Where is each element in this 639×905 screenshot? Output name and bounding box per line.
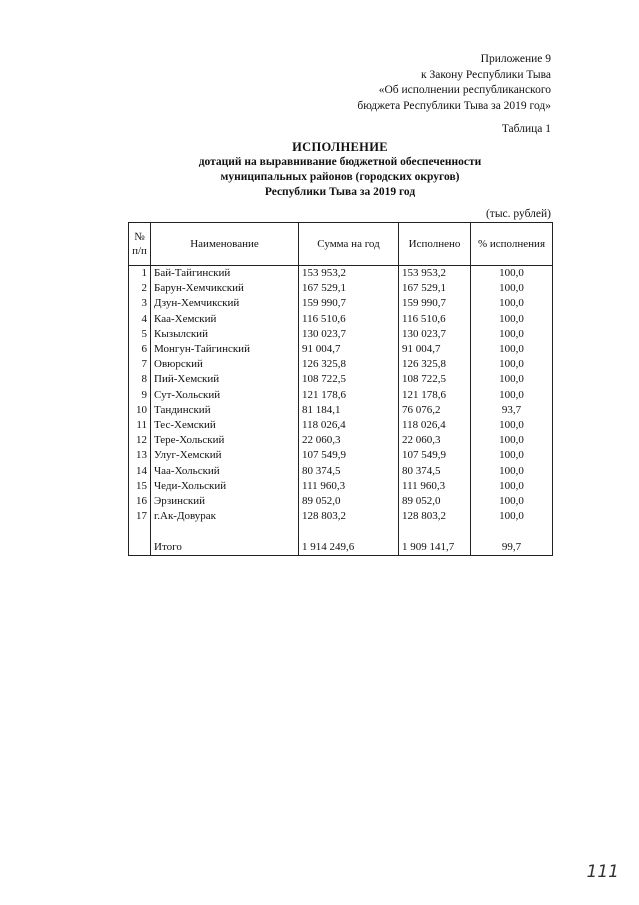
row-annual: 80 374,5	[299, 464, 399, 479]
row-name: Кызылский	[151, 327, 299, 342]
row-number: 7	[129, 357, 151, 372]
row-executed: 128 803,2	[399, 509, 471, 524]
row-number: 6	[129, 342, 151, 357]
row-number: 8	[129, 372, 151, 387]
row-name: г.Ак-Довурак	[151, 509, 299, 524]
row-name: Каа-Хемский	[151, 312, 299, 327]
annex-reference	[357, 52, 551, 114]
table-label: Таблица 1	[501, 123, 551, 135]
row-executed: 76 076,2	[399, 403, 471, 418]
row-number: 11	[129, 418, 151, 433]
table-row	[129, 296, 553, 311]
row-annual: 81 184,1	[299, 403, 399, 418]
row-executed: 126 325,8	[399, 357, 471, 372]
row-executed: 116 510,6	[399, 312, 471, 327]
row-number: 9	[129, 388, 151, 403]
table-row	[129, 372, 553, 387]
table-body	[129, 266, 553, 556]
title-line: муниципальных районов (городских округов)	[220, 171, 460, 183]
table-row	[129, 433, 553, 448]
row-name: Пий-Хемский	[151, 372, 299, 387]
row-annual: 91 004,7	[299, 342, 399, 357]
row-number: 10	[129, 403, 151, 418]
row-name: Овюрский	[151, 357, 299, 372]
row-annual: 107 549,9	[299, 448, 399, 463]
row-percent: 100,0	[471, 509, 553, 524]
row-annual: 153 953,2	[299, 266, 399, 282]
row-percent: 100,0	[471, 266, 553, 282]
spacer-cell	[399, 524, 471, 539]
row-number: 17	[129, 509, 151, 524]
table-row	[129, 494, 553, 509]
table-row	[129, 388, 553, 403]
annex-line: «Об исполнении республиканского	[378, 84, 551, 96]
row-executed: 111 960,3	[399, 479, 471, 494]
title-line: дотаций на выравнивание бюджетной обеспеченности	[198, 156, 482, 168]
row-percent: 100,0	[471, 433, 553, 448]
table-row	[129, 357, 553, 372]
row-executed: 91 004,7	[399, 342, 471, 357]
row-name: Чеди-Хольский	[151, 479, 299, 494]
row-annual: 128 803,2	[299, 509, 399, 524]
row-name: Бай-Тайгинский	[151, 266, 299, 282]
row-percent: 100,0	[471, 464, 553, 479]
table-row	[129, 327, 553, 342]
row-percent: 100,0	[471, 494, 553, 509]
row-percent: 100,0	[471, 418, 553, 433]
row-executed: 130 023,7	[399, 327, 471, 342]
row-number: 3	[129, 296, 151, 311]
table-header-row	[129, 223, 553, 266]
page-number: 111	[586, 862, 619, 882]
row-percent: 100,0	[471, 372, 553, 387]
header-annual: Сумма на год	[299, 223, 399, 266]
row-name: Сут-Хольский	[151, 388, 299, 403]
header-num-line2: п/п	[132, 245, 147, 257]
row-name: Тере-Хольский	[151, 433, 299, 448]
row-percent: 100,0	[471, 388, 553, 403]
row-percent: 100,0	[471, 448, 553, 463]
row-annual: 167 529,1	[299, 281, 399, 296]
total-percent: 99,7	[471, 540, 553, 556]
header-num	[129, 223, 151, 266]
row-number: 15	[129, 479, 151, 494]
row-annual: 121 178,6	[299, 388, 399, 403]
table-row	[129, 403, 553, 418]
table-row	[129, 509, 553, 524]
row-annual: 22 060,3	[299, 433, 399, 448]
annex-line: к Закону Республики Тыва	[421, 68, 551, 81]
row-name: Барун-Хемчикский	[151, 281, 299, 296]
row-name: Чаа-Хольский	[151, 464, 299, 479]
row-number: 13	[129, 448, 151, 463]
execution-table	[128, 222, 553, 556]
row-percent: 100,0	[471, 296, 553, 311]
row-executed: 159 990,7	[399, 296, 471, 311]
row-name: Улуг-Хемский	[151, 448, 299, 463]
table-row	[129, 479, 553, 494]
row-number: 4	[129, 312, 151, 327]
row-annual: 159 990,7	[299, 296, 399, 311]
row-name: Эрзинский	[151, 494, 299, 509]
spacer-cell	[151, 524, 299, 539]
spacer-cell	[471, 524, 553, 539]
row-annual: 111 960,3	[299, 479, 399, 494]
header-percent: % исполнения	[471, 223, 553, 266]
row-name: Монгун-Тайгинский	[151, 342, 299, 357]
row-annual: 116 510,6	[299, 312, 399, 327]
table-row	[129, 342, 553, 357]
annex-line: Приложение 9	[480, 53, 551, 65]
row-percent: 100,0	[471, 327, 553, 342]
row-executed: 80 374,5	[399, 464, 471, 479]
total-row	[129, 540, 553, 556]
header-executed: Исполнено	[399, 223, 471, 266]
title-main: ИСПОЛНЕНИЕ	[292, 140, 388, 154]
units-note: (тыс. рублей)	[485, 208, 551, 220]
row-annual: 89 052,0	[299, 494, 399, 509]
row-executed: 89 052,0	[399, 494, 471, 509]
spacer-cell	[299, 524, 399, 539]
row-percent: 93,7	[471, 403, 553, 418]
total-annual: 1 914 249,6	[299, 540, 399, 556]
row-percent: 100,0	[471, 342, 553, 357]
row-annual: 108 722,5	[299, 372, 399, 387]
table-row	[129, 266, 553, 282]
row-percent: 100,0	[471, 281, 553, 296]
row-number: 16	[129, 494, 151, 509]
row-executed: 167 529,1	[399, 281, 471, 296]
row-percent: 100,0	[471, 357, 553, 372]
row-executed: 108 722,5	[399, 372, 471, 387]
document-title	[128, 139, 552, 200]
row-name: Тандинский	[151, 403, 299, 418]
row-executed: 118 026,4	[399, 418, 471, 433]
row-annual: 130 023,7	[299, 327, 399, 342]
total-executed: 1 909 141,7	[399, 540, 471, 556]
total-number	[129, 540, 151, 556]
spacer-row	[129, 524, 553, 539]
row-number: 14	[129, 464, 151, 479]
row-number: 12	[129, 433, 151, 448]
total-name: Итого	[151, 540, 299, 556]
row-executed: 107 549,9	[399, 448, 471, 463]
row-name: Дзун-Хемчикский	[151, 296, 299, 311]
row-annual: 118 026,4	[299, 418, 399, 433]
header-name: Наименование	[151, 223, 299, 266]
table-row	[129, 464, 553, 479]
table-row	[129, 281, 553, 296]
spacer-cell	[129, 524, 151, 539]
row-executed: 153 953,2	[399, 266, 471, 282]
row-executed: 22 060,3	[399, 433, 471, 448]
row-percent: 100,0	[471, 312, 553, 327]
table-row	[129, 418, 553, 433]
row-number: 2	[129, 281, 151, 296]
row-executed: 121 178,6	[399, 388, 471, 403]
annex-line: бюджета Республики Тыва за 2019 год»	[357, 99, 551, 112]
row-name: Тес-Хемский	[151, 418, 299, 433]
row-annual: 126 325,8	[299, 357, 399, 372]
title-line: Республики Тыва за 2019 год	[264, 186, 416, 198]
row-percent: 100,0	[471, 479, 553, 494]
table-row	[129, 448, 553, 463]
header-num-line1: №	[134, 231, 145, 243]
row-number: 1	[129, 266, 151, 282]
row-number: 5	[129, 327, 151, 342]
table-row	[129, 312, 553, 327]
